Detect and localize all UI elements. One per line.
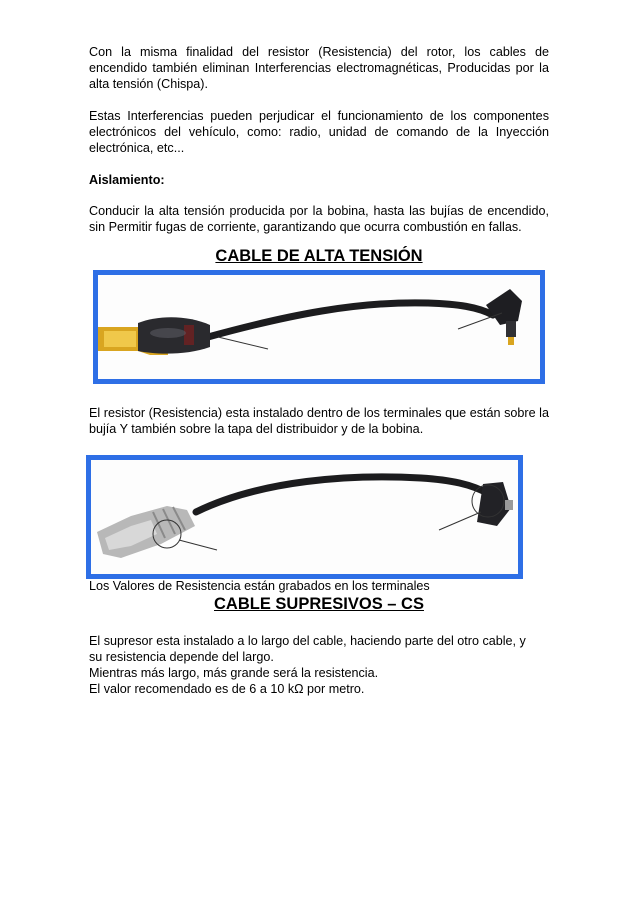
high-tension-cable-photo	[93, 270, 545, 384]
suppressor-line-3: Mientras más largo, más grande será la resistencia.	[89, 666, 379, 680]
terminal-resistor-cable-photo	[86, 455, 523, 579]
resistor-location-paragraph: El resistor (Resistencia) esta instalado dentro de los terminales que están sobre la bujía Y también sobre la tapa del distribuidor y de la bobina.	[89, 406, 549, 436]
intro-paragraph: Con la misma finalidad del resistor (Resistencia) del rotor, los cables de encendido también eliminan Interferencias electromagnéticas, Producidas por la alta tensión (Chispa).	[89, 45, 549, 91]
interference-paragraph: Estas Interferencias pueden perjudicar el funcionamiento de los componentes electrónicos del vehículo, como: radio, unidad de comando de la Inyección electrónica, etc...	[89, 109, 549, 155]
suppressor-line-1: El supresor esta instalado a lo largo del cable, haciendo parte del otro cable, y	[89, 634, 526, 648]
insulation-paragraph: Conducir la alta tensión producida por la bobina, hasta las bujías de encendido, sin Permitir fugas de corriente, garantizando que ocurra combustión en fallas.	[89, 204, 549, 234]
terminal-cable-illustration	[91, 460, 518, 574]
cable-supresivos-heading: CABLE SUPRESIVOS – CS	[214, 595, 424, 613]
resistance-values-caption: Los Valores de Resistencia están grabados en los terminales	[89, 579, 430, 593]
aislamiento-label: Aislamiento:	[89, 173, 165, 187]
recommended-value-line: El valor recomendado es de 6 a 10 kΩ por metro.	[89, 682, 365, 696]
suppressor-line-2: su resistencia depende del largo.	[89, 650, 274, 664]
cable-alta-tension-heading: CABLE DE ALTA TENSIÓN	[215, 247, 423, 265]
high-tension-cable-illustration	[98, 275, 540, 379]
